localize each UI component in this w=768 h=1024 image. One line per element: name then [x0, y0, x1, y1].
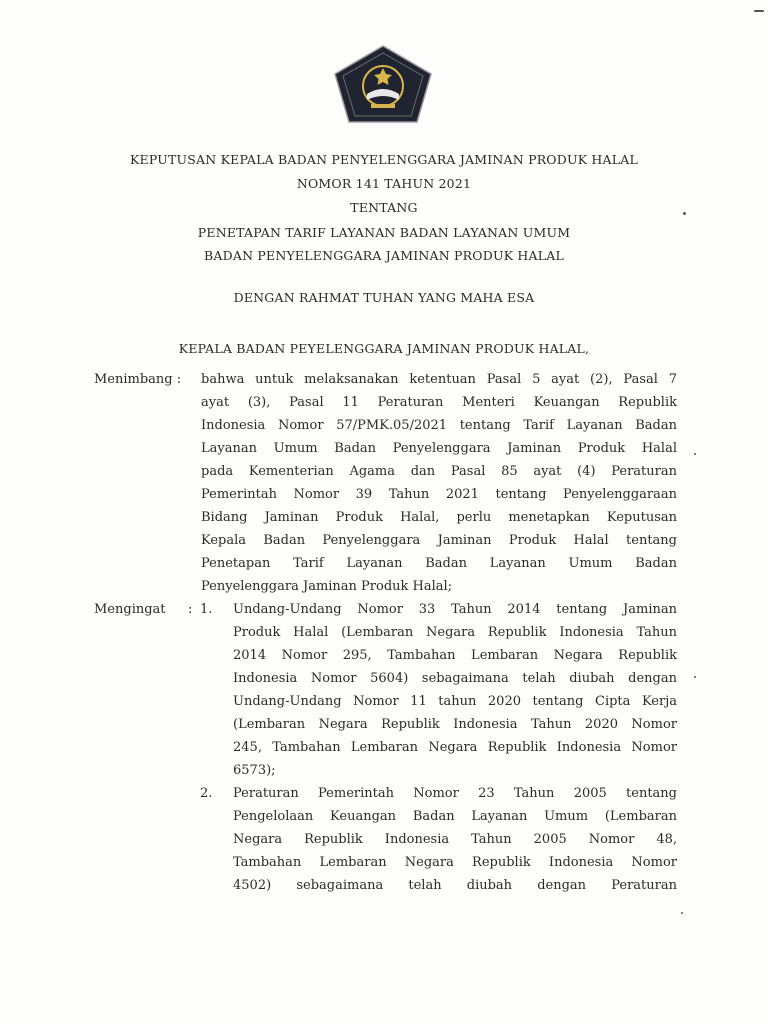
menimbang-line: Bidang Jaminan Produk Halal, perlu menetapkan Keputusan	[201, 510, 677, 525]
decree-tentang: TENTANG	[350, 200, 418, 215]
decree-subject-line1: PENETAPAN TARIF LAYANAN BADAN LAYANAN UMUM	[197, 225, 571, 240]
mengingat-item-number: 2.	[200, 786, 213, 801]
mengingat-line: 6573);	[233, 763, 276, 778]
mengingat-line: Produk Halal (Lembaran Negara Republik Indonesia Tahun	[233, 625, 677, 640]
mengingat-line: Undang-Undang Nomor 11 tahun 2020 tentang Cipta Kerja	[233, 694, 677, 709]
decree-title: KEPUTUSAN KEPALA BADAN PENYELENGGARA JAMINAN PRODUK HALAL	[130, 152, 638, 167]
mengingat-line: Tambahan Lembaran Negara Republik Indonesia Nomor	[233, 855, 677, 870]
ministry-emblem-icon	[333, 44, 433, 124]
menimbang-line: Kepala Badan Penyelenggara Jaminan Produk Halal tentang	[201, 533, 677, 548]
decree-number: NOMOR 141 TAHUN 2021	[296, 176, 472, 191]
decree-subject-line2: BADAN PENYELENGGARA JAMINAN PRODUK HALAL	[204, 248, 564, 263]
menimbang-line: ayat (3), Pasal 11 Peraturan Menteri Keuangan Republik	[201, 395, 677, 410]
invocation: DENGAN RAHMAT TUHAN YANG MAHA ESA	[233, 290, 535, 305]
menimbang-line: Indonesia Nomor 57/PMK.05/2021 tentang Tarif Layanan Badan	[201, 418, 677, 433]
mengingat-line: (Lembaran Negara Republik Indonesia Tahun 2020 Nomor	[233, 717, 677, 732]
mengingat-label: Mengingat	[94, 602, 166, 617]
mengingat-item-number: 1.	[200, 602, 213, 617]
mengingat-line: Undang-Undang Nomor 33 Tahun 2014 tentang Jaminan	[233, 602, 677, 617]
menimbang-line: Penyelenggara Jaminan Produk Halal;	[201, 579, 453, 594]
menimbang-line: Penetapan Tarif Layanan Badan Layanan Umum Badan	[201, 556, 677, 571]
mengingat-line: Negara Republik Indonesia Tahun 2005 Nomor 48,	[233, 832, 677, 847]
menimbang-label: Menimbang :	[94, 372, 182, 387]
issuer-heading: KEPALA BADAN PEYELENGGARA JAMINAN PRODUK HALAL,	[178, 341, 590, 356]
scan-speck	[694, 676, 696, 678]
mengingat-line: 245, Tambahan Lembaran Negara Republik Indonesia Nomor	[233, 740, 677, 755]
scan-speck	[681, 912, 683, 914]
mengingat-line: 4502) sebagaimana telah diubah dengan Peraturan	[233, 878, 677, 893]
menimbang-line: pada Kementerian Agama dan Pasal 85 ayat (4) Peraturan	[201, 464, 677, 479]
mengingat-line: Indonesia Nomor 5604) sebagaimana telah diubah dengan	[233, 671, 677, 686]
mengingat-colon: :	[188, 602, 193, 617]
scan-speck	[683, 212, 686, 215]
mengingat-line: 2014 Nomor 295, Tambahan Lembaran Negara Republik	[233, 648, 677, 663]
menimbang-line: Layanan Umum Badan Penyelenggara Jaminan Produk Halal	[201, 441, 677, 456]
scan-speck	[694, 453, 696, 455]
mengingat-line: Pengelolaan Keuangan Badan Layanan Umum (Lembaran	[233, 809, 677, 824]
scan-speck	[754, 10, 764, 12]
menimbang-line: Pemerintah Nomor 39 Tahun 2021 tentang Penyelenggaraan	[201, 487, 677, 502]
mengingat-line: Peraturan Pemerintah Nomor 23 Tahun 2005 tentang	[233, 786, 677, 801]
menimbang-line: bahwa untuk melaksanakan ketentuan Pasal 5 ayat (2), Pasal 7	[201, 372, 677, 387]
